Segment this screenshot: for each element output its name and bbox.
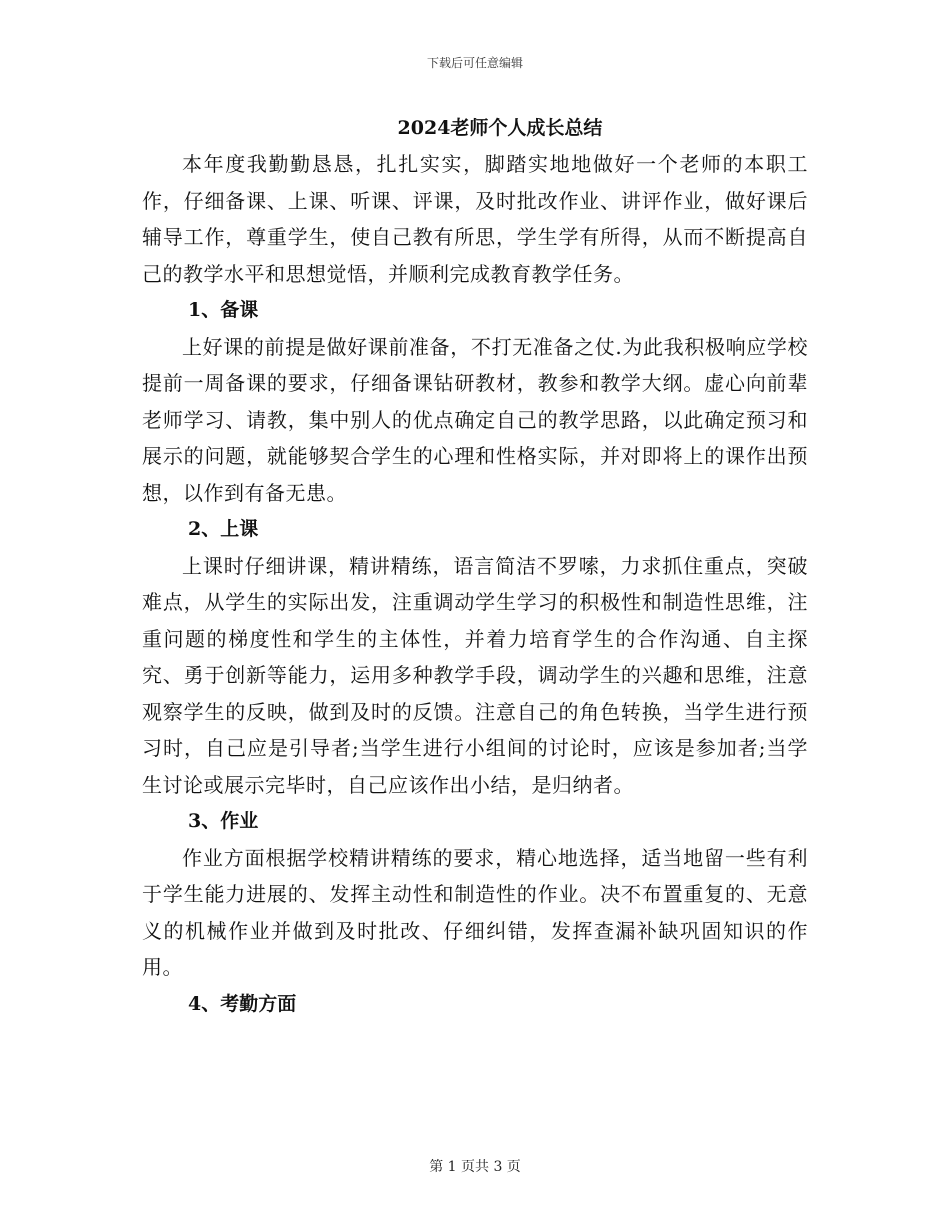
intro-paragraph: 本年度我勤勤恳恳，扎扎实实，脚踏实地地做好一个老师的本职工作，仔细备课、上课、听课、评课，及时批改作业、讲评作业，做好课后辅导工作，尊重学生，使自己教有所思，学生学有所得，从而不断提高自己的教学水平和思想觉悟，并顺利完成教育教学任务。 (142, 152, 808, 286)
section-body-homework: 作业方面根据学校精讲精练的要求，精心地选择，适当地留一些有利于学生能力进展的、发挥主动性和制造性的作业。决不布置重复的、无意义的机械作业并做到及时批改、仔细纠错，发挥查漏补缺巩固知识的作用。 (142, 845, 808, 979)
section-heading-lesson-prep: 1、备课 (188, 299, 259, 321)
header-note: 下载后可任意编辑 (426, 56, 523, 70)
section-heading-attendance: 4、考勤方面 (188, 992, 297, 1015)
page-number: 第 1 页共 3 页 (429, 1159, 521, 1175)
document-title: 2024老师个人成长总结 (397, 117, 603, 139)
section-heading-teaching: 2、上课 (188, 518, 259, 540)
section-body-teaching: 上课时仔细讲课，精讲精练，语言简洁不罗嗦，力求抓住重点，突破难点，从学生的实际出发，注重调动学生学习的积极性和制造性思维，注重问题的梯度性和学生的主体性，并着力培育学生的合作沟通、自主探究、勇于创新等能力，运用多种教学手段，调动学生的兴趣和思维，注意观察学生的反映，做到及时的反馈。注意自己的角色转换，当学生进行预习时，自己应是引导者;当学生进行小组间的讨论时，应该是参加者;当学生讨论或展示完毕时，自己应该作出小结，是归纳者。 (142, 553, 808, 797)
document-body (142, 112, 808, 1022)
section-heading-homework: 3、作业 (188, 810, 259, 832)
section-body-lesson-prep: 上好课的前提是做好课前准备，不打无准备之仗.为此我积极响应学校提前一周备课的要求，仔细备课钻研教材，教参和教学大纲。虚心向前辈老师学习、请教，集中别人的优点确定自己的教学思路，以此确定预习和展示的问题，就能够契合学生的心理和性格实际，并对即将上的课作出预想，以作到有备无患。 (142, 334, 808, 505)
